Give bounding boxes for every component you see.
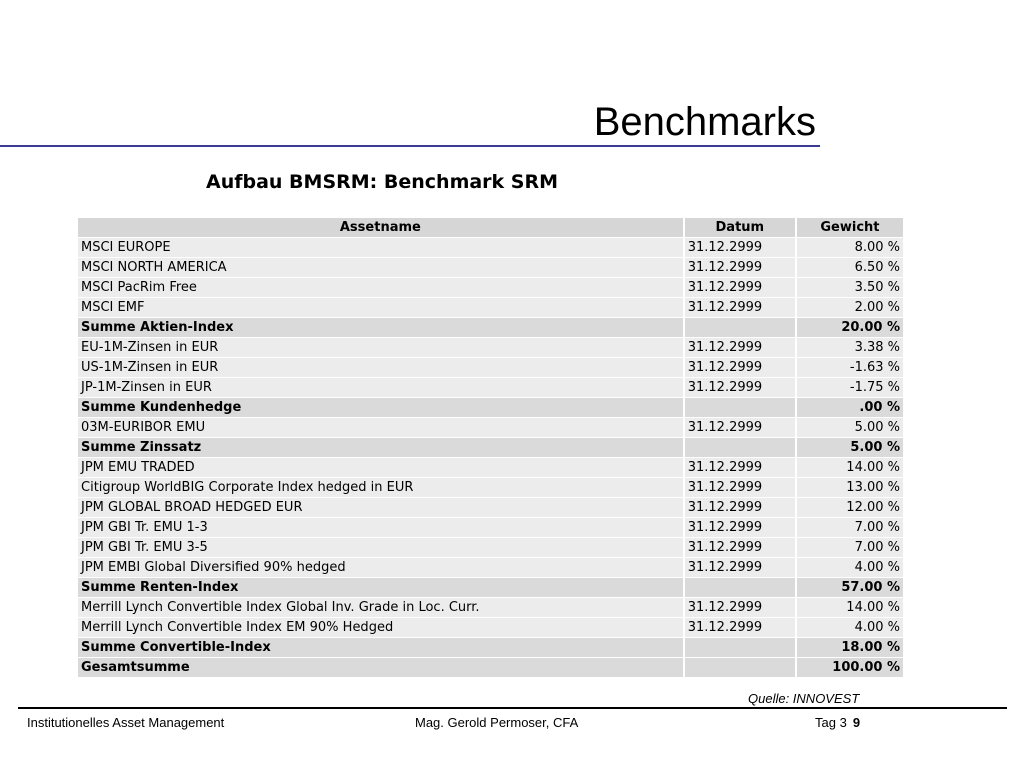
cell-datum — [685, 638, 795, 658]
table-row — [78, 498, 903, 518]
cell-datum: 31.12.2999 — [685, 358, 795, 378]
cell-gewicht: 8.00 % — [797, 238, 903, 258]
cell-assetname: JPM EMBI Global Diversified 90% hedged — [78, 558, 683, 578]
cell-datum — [685, 438, 795, 458]
table-row — [78, 298, 903, 318]
cell-assetname: EU-1M-Zinsen in EUR — [78, 338, 683, 358]
cell-assetname: Summe Convertible-Index — [78, 638, 683, 658]
table-header-row — [78, 218, 903, 238]
footer-author: Mag. Gerold Permoser, CFA — [415, 715, 579, 730]
cell-assetname: Gesamtsumme — [78, 658, 683, 678]
table-summary-row — [78, 398, 903, 418]
cell-gewicht: 57.00 % — [797, 578, 903, 598]
cell-gewicht: 5.00 % — [797, 418, 903, 438]
cell-datum: 31.12.2999 — [685, 298, 795, 318]
cell-assetname: JPM GBI Tr. EMU 1-3 — [78, 518, 683, 538]
cell-gewicht: 4.00 % — [797, 558, 903, 578]
cell-datum: 31.12.2999 — [685, 538, 795, 558]
cell-assetname: JPM GBI Tr. EMU 3-5 — [78, 538, 683, 558]
table-row — [78, 558, 903, 578]
cell-datum — [685, 318, 795, 338]
cell-datum: 31.12.2999 — [685, 338, 795, 358]
cell-assetname: JP-1M-Zinsen in EUR — [78, 378, 683, 398]
cell-datum: 31.12.2999 — [685, 618, 795, 638]
cell-gewicht: 14.00 % — [797, 458, 903, 478]
cell-assetname: JPM EMU TRADED — [78, 458, 683, 478]
cell-assetname: Merrill Lynch Convertible Index Global Inv. Grade in Loc. Curr. — [78, 598, 683, 618]
cell-gewicht: 3.50 % — [797, 278, 903, 298]
table-row — [78, 338, 903, 358]
cell-assetname: Summe Renten-Index — [78, 578, 683, 598]
cell-assetname: MSCI EMF — [78, 298, 683, 318]
table-summary-row — [78, 438, 903, 458]
table-heading: Aufbau BMSRM: Benchmark SRM — [206, 171, 559, 193]
cell-assetname: MSCI EUROPE — [78, 238, 683, 258]
table-row — [78, 258, 903, 278]
cell-assetname: Merrill Lynch Convertible Index EM 90% Hedged — [78, 618, 683, 638]
cell-gewicht: 100.00 % — [797, 658, 903, 678]
cell-datum — [685, 578, 795, 598]
table-summary-row — [78, 638, 903, 658]
cell-assetname: JPM GLOBAL BROAD HEDGED EUR — [78, 498, 683, 518]
cell-gewicht: 7.00 % — [797, 538, 903, 558]
cell-assetname: MSCI NORTH AMERICA — [78, 258, 683, 278]
cell-gewicht: 18.00 % — [797, 638, 903, 658]
cell-assetname: Summe Zinssatz — [78, 438, 683, 458]
benchmark-table — [76, 218, 905, 678]
cell-datum: 31.12.2999 — [685, 258, 795, 278]
cell-datum: 31.12.2999 — [685, 458, 795, 478]
table-summary-row — [78, 318, 903, 338]
table-row — [78, 618, 903, 638]
footer-course: Institutionelles Asset Management — [27, 715, 225, 730]
cell-gewicht: -1.75 % — [797, 378, 903, 398]
cell-gewicht: -1.63 % — [797, 358, 903, 378]
cell-datum: 31.12.2999 — [685, 238, 795, 258]
cell-gewicht: 12.00 % — [797, 498, 903, 518]
cell-assetname: Summe Kundenhedge — [78, 398, 683, 418]
source-note: Quelle: INNOVEST — [748, 691, 860, 706]
table-summary-row — [78, 578, 903, 598]
cell-assetname: MSCI PacRim Free — [78, 278, 683, 298]
table-row — [78, 538, 903, 558]
cell-datum: 31.12.2999 — [685, 418, 795, 438]
column-header-datum: Datum — [685, 218, 795, 238]
table-row — [78, 278, 903, 298]
cell-assetname: US-1M-Zinsen in EUR — [78, 358, 683, 378]
column-header-gewicht: Gewicht — [797, 218, 903, 238]
table-row — [78, 378, 903, 398]
table-body — [78, 238, 903, 678]
cell-assetname: Summe Aktien-Index — [78, 318, 683, 338]
footer-day: Tag 3 — [815, 715, 847, 730]
cell-datum: 31.12.2999 — [685, 498, 795, 518]
table-row — [78, 598, 903, 618]
cell-gewicht: 5.00 % — [797, 438, 903, 458]
table-row — [78, 478, 903, 498]
cell-gewicht: 7.00 % — [797, 518, 903, 538]
cell-assetname: 03M-EURIBOR EMU — [78, 418, 683, 438]
table-row — [78, 518, 903, 538]
table-row — [78, 238, 903, 258]
footer-page-number: 9 — [852, 715, 861, 730]
table-row — [78, 358, 903, 378]
cell-gewicht: 4.00 % — [797, 618, 903, 638]
table-summary-row — [78, 658, 903, 678]
footer-divider — [18, 707, 1007, 709]
table-row — [78, 418, 903, 438]
table-row — [78, 458, 903, 478]
slide-title: Benchmarks — [593, 100, 816, 144]
cell-datum: 31.12.2999 — [685, 518, 795, 538]
cell-datum: 31.12.2999 — [685, 478, 795, 498]
cell-datum — [685, 658, 795, 678]
cell-datum — [685, 398, 795, 418]
cell-gewicht: .00 % — [797, 398, 903, 418]
cell-datum: 31.12.2999 — [685, 378, 795, 398]
title-divider — [0, 145, 820, 147]
cell-gewicht: 13.00 % — [797, 478, 903, 498]
cell-gewicht: 20.00 % — [797, 318, 903, 338]
cell-gewicht: 14.00 % — [797, 598, 903, 618]
cell-gewicht: 6.50 % — [797, 258, 903, 278]
cell-assetname: Citigroup WorldBIG Corporate Index hedged in EUR — [78, 478, 683, 498]
cell-gewicht: 3.38 % — [797, 338, 903, 358]
column-header-assetname: Assetname — [78, 218, 683, 238]
cell-datum: 31.12.2999 — [685, 558, 795, 578]
cell-datum: 31.12.2999 — [685, 278, 795, 298]
cell-gewicht: 2.00 % — [797, 298, 903, 318]
cell-datum: 31.12.2999 — [685, 598, 795, 618]
footer-page-info — [815, 715, 860, 730]
